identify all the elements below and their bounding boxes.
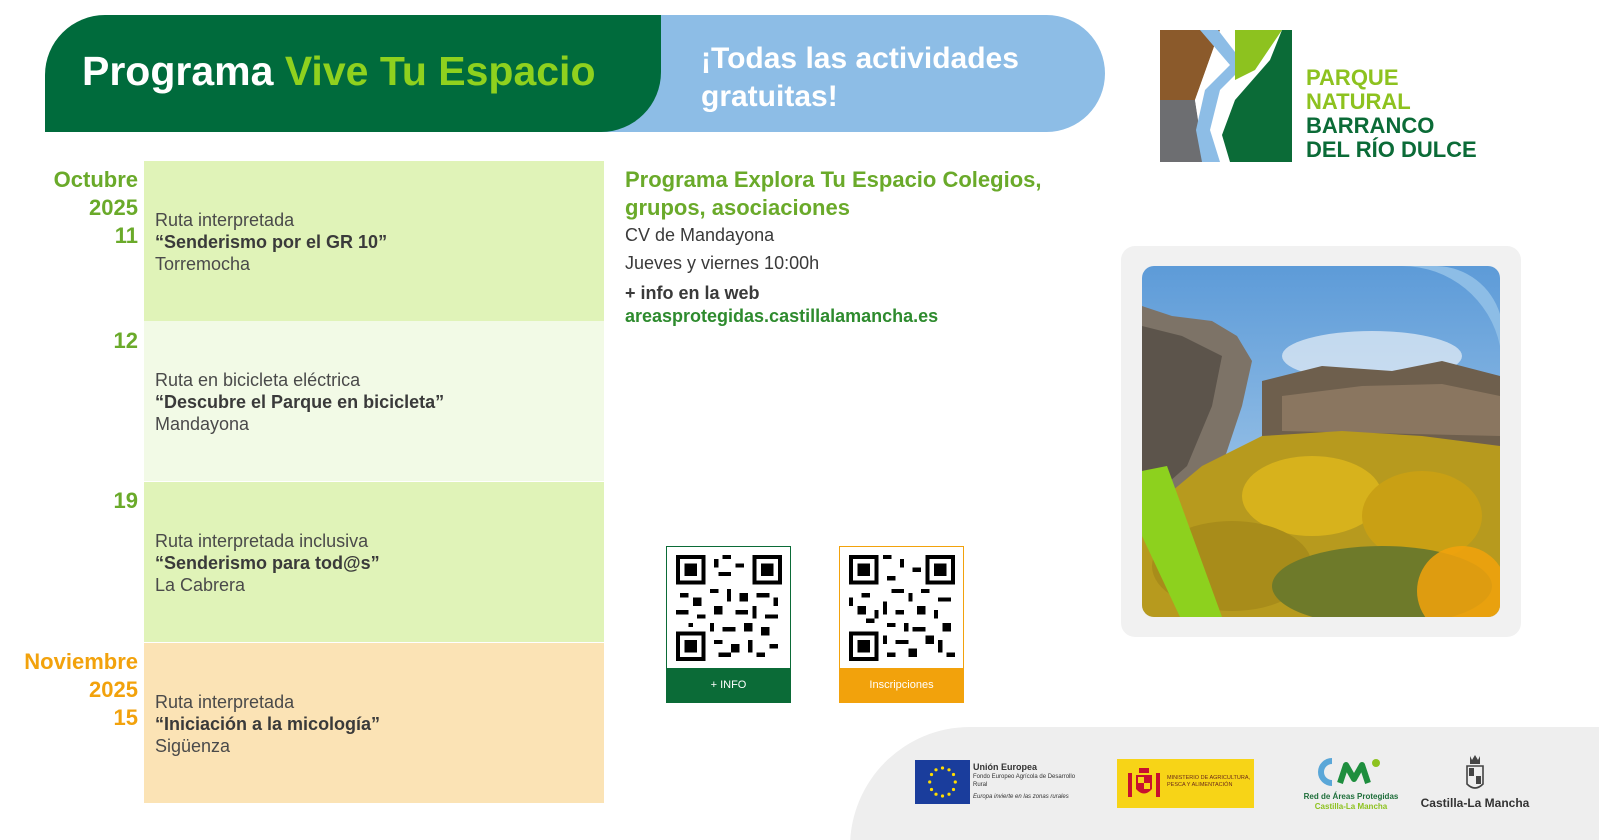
ministry-logo (1117, 759, 1254, 808)
park-name (1306, 66, 1477, 162)
activity-type: Ruta interpretada inclusiva (155, 531, 369, 551)
park-name-line4: DEL RÍO DULCE (1306, 137, 1477, 162)
qr-code-icon (849, 555, 955, 661)
ministry-name: MINISTERIO DE AGRICULTURA, PESCA Y ALIMENTACIÓN (1167, 775, 1251, 788)
year-november: 2025 (89, 677, 138, 702)
qr-info-label: + INFO (667, 668, 790, 702)
program-location: CV de Mandayona (625, 225, 775, 245)
eu-flag-icon (915, 760, 970, 804)
activity-name: “Descubre el Parque en bicicleta” (155, 392, 445, 412)
page-title (82, 48, 596, 95)
qr-code-icon (676, 555, 782, 661)
qr-registration-card[interactable] (839, 546, 964, 703)
castilla-la-mancha-crest-icon (1463, 752, 1487, 794)
program-website-link[interactable]: areasprotegidas.castillalamancha.es (625, 306, 939, 326)
program-title: Programa Explora Tu Espacio Colegios, grupos, asociaciones (625, 167, 1042, 220)
activity-type: Ruta en bicicleta eléctrica (155, 370, 361, 390)
spain-crest-icon (1125, 765, 1163, 803)
activity-block (144, 161, 604, 321)
park-name-line3: BARRANCO (1306, 113, 1435, 138)
landscape-photo (1142, 266, 1500, 617)
day-11: 11 (114, 223, 138, 248)
date-november (24, 648, 138, 732)
activity-block (144, 321, 604, 481)
eu-text (973, 761, 1083, 801)
park-name-line1: PARQUE (1306, 65, 1399, 90)
park-logo-icon (1160, 30, 1292, 162)
activity-place: Torremocha (155, 254, 251, 274)
eu-title: Unión Europea (973, 762, 1038, 772)
month-november: Noviembre (24, 649, 138, 674)
year-october: 2025 (89, 195, 138, 220)
date-12 (114, 327, 138, 355)
activity-block (144, 482, 604, 642)
activity-type: Ruta interpretada (155, 692, 295, 712)
activity-name: “Iniciación a la micología” (155, 714, 381, 734)
activity-block (144, 643, 604, 803)
date-october (54, 166, 138, 250)
month-october: Octubre (53, 167, 138, 192)
region-name: Castilla-La Mancha (1420, 796, 1530, 810)
program-schedule: Jueves y viernes 10:00h (625, 253, 820, 273)
eu-motto: Europa invierte en las zonas rurales (973, 794, 1069, 800)
title-main: Programa (82, 48, 274, 94)
eu-fund: Fondo Europeo Agrícola de Desarrollo Rural (973, 774, 1076, 788)
day-19: 19 (113, 488, 138, 513)
activity-name: “Senderismo por el GR 10” (155, 232, 388, 252)
day-12: 12 (113, 328, 138, 353)
network-line2: Castilla-La Mancha (1314, 802, 1388, 811)
activity-place: La Cabrera (155, 575, 246, 595)
program-info (625, 166, 1095, 326)
activity-type: Ruta interpretada (155, 210, 295, 230)
program-more-info: + info en la web (625, 283, 760, 303)
activity-place: Mandayona (155, 414, 250, 434)
free-activities-text: ¡Todas las actividades gratuitas! (701, 42, 1019, 113)
network-name (1296, 792, 1406, 812)
qr-registration-label: Inscripciones (840, 668, 963, 702)
qr-info-card[interactable] (666, 546, 791, 703)
title-accent: Vive Tu Espacio (284, 48, 596, 94)
network-line1: Red de Áreas Protegidas (1303, 792, 1399, 801)
day-15: 15 (113, 705, 138, 730)
date-19 (114, 487, 138, 515)
cam-network-logo (1318, 757, 1382, 787)
activity-place: Sigüenza (155, 736, 231, 756)
activity-name: “Senderismo para tod@s” (155, 553, 380, 573)
park-name-line2: NATURAL (1306, 89, 1411, 114)
